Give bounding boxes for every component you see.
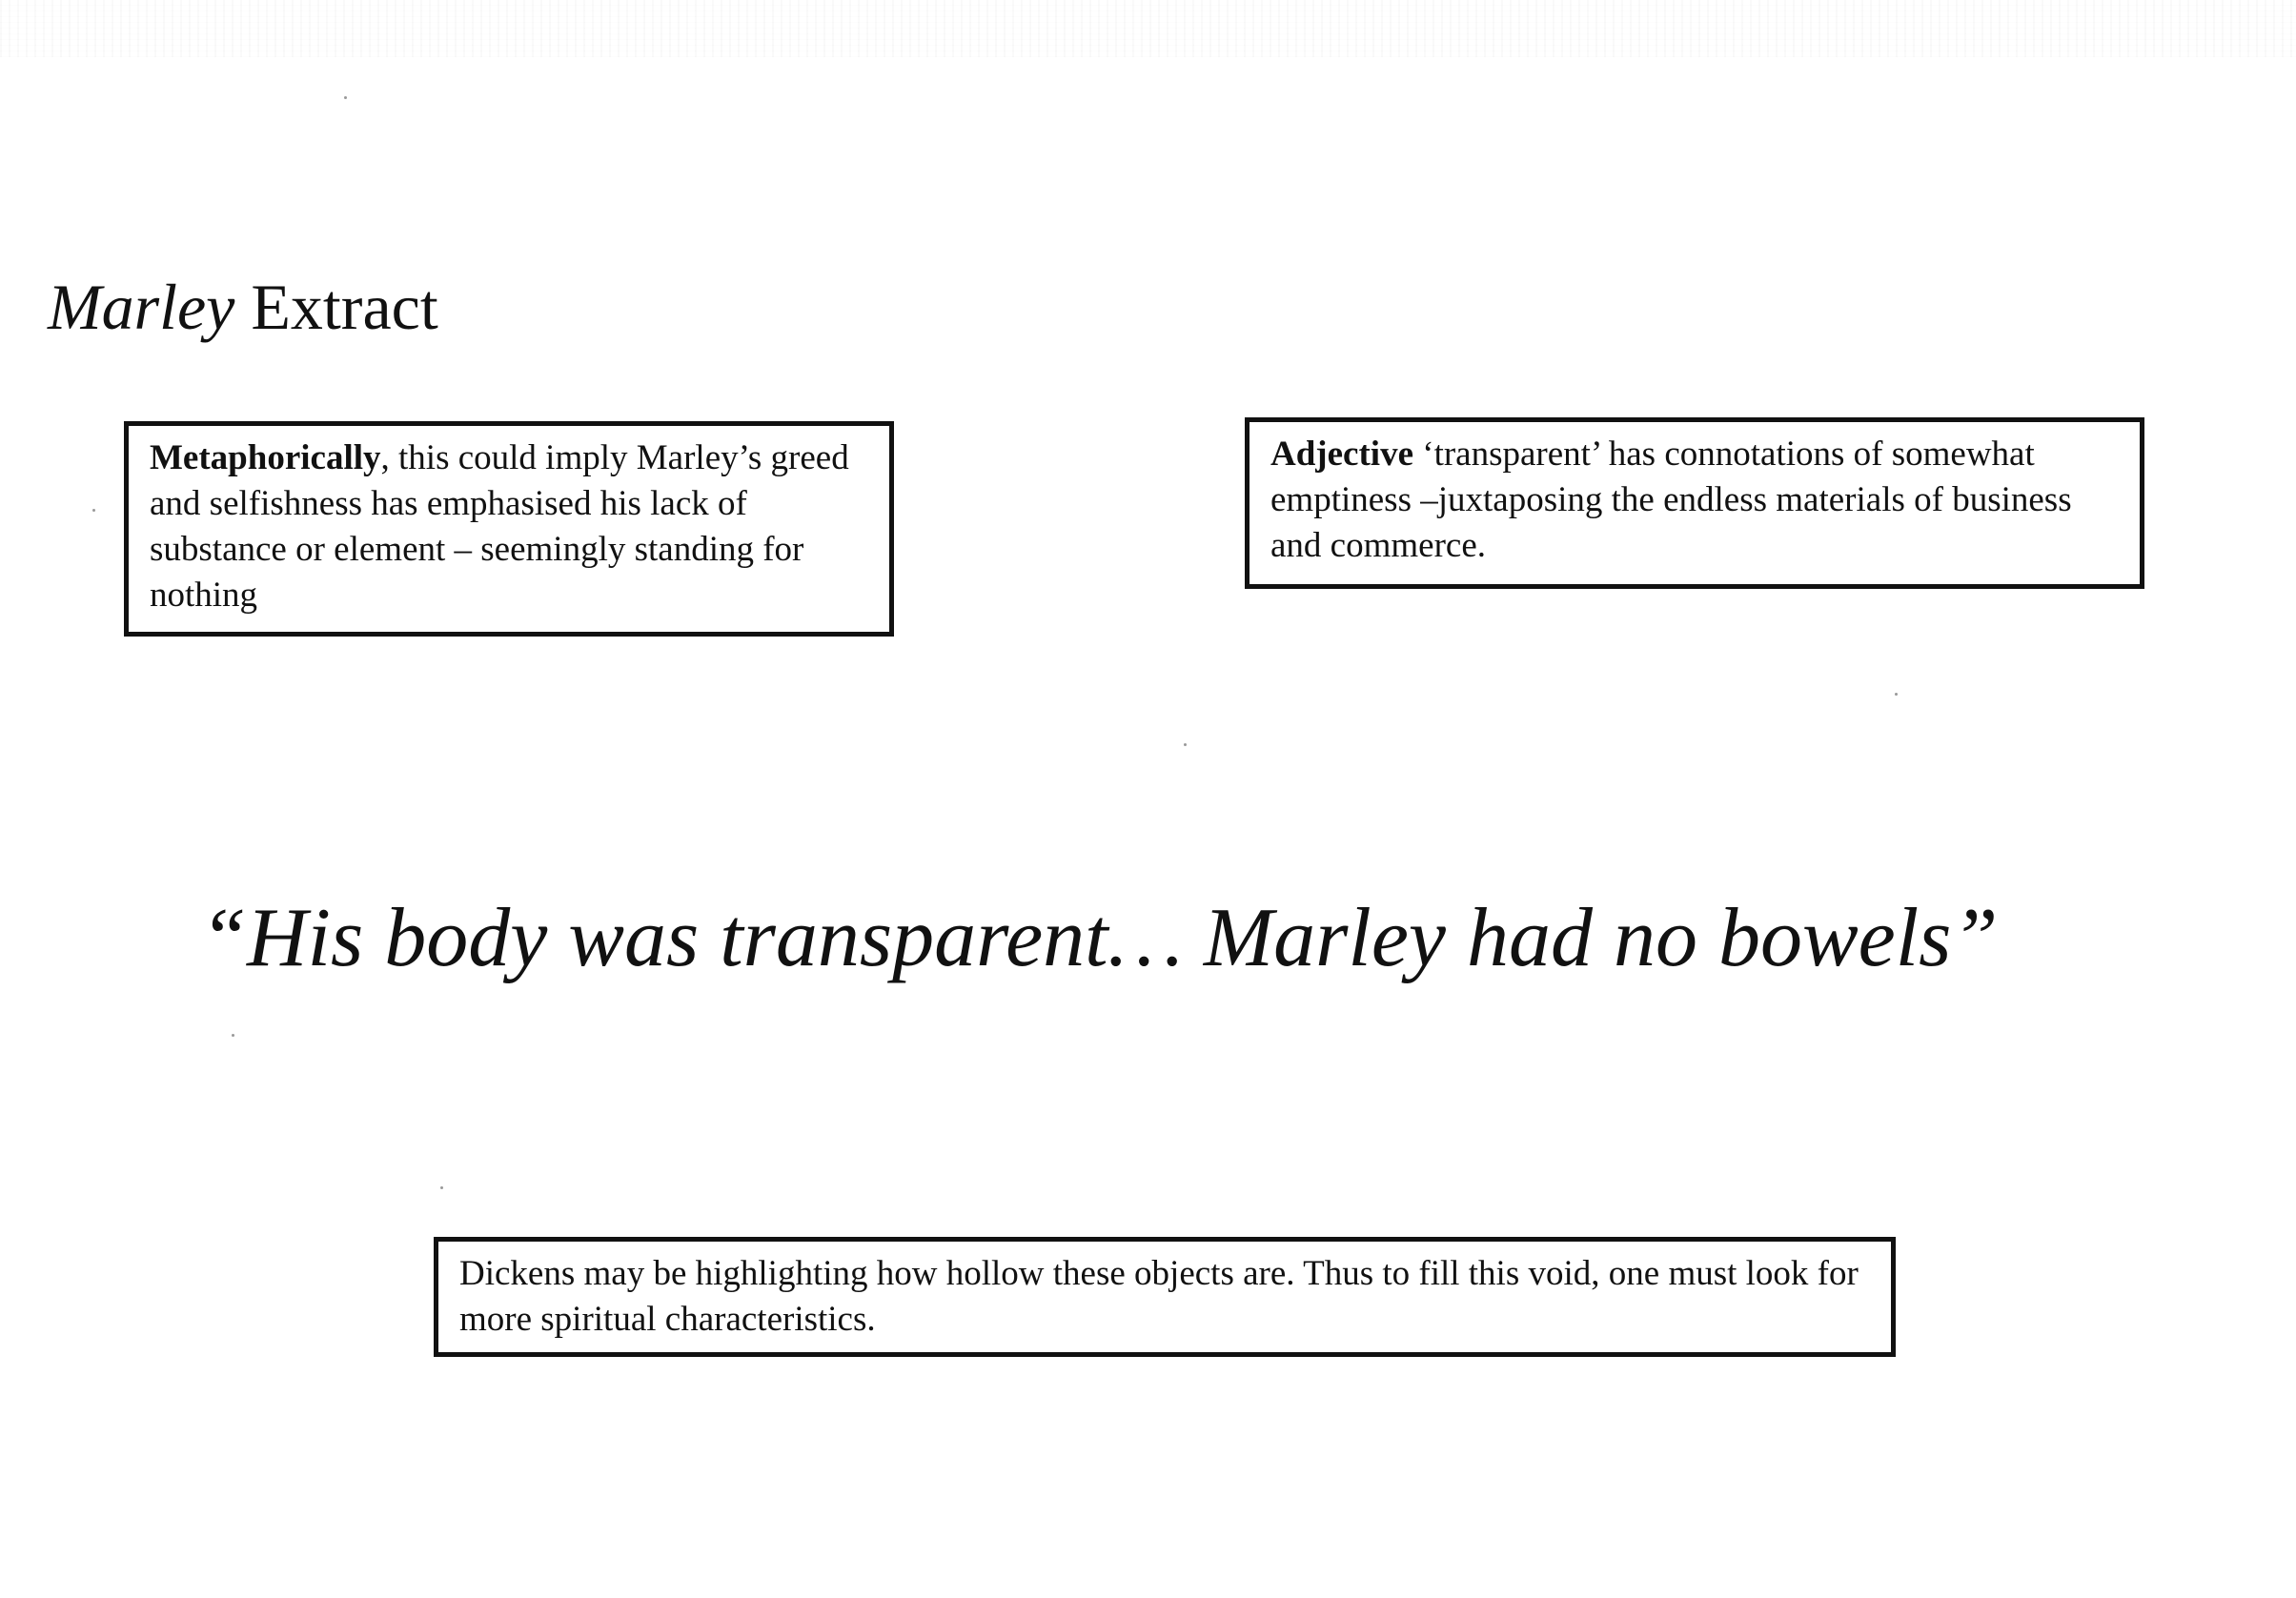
annotation-text: , this could imply Marley’s greed and selfishness has emphasised his lack of substance or element – seemingly standing for nothing [150,438,849,615]
annotation-text: Dickens may be highlighting how hollow these objects are. Thus to fill this void, one must look for more spiritual characteristics. [459,1254,1859,1339]
annotation-bold-lead: Metaphorically [150,438,381,477]
annotation-text: ‘transparent’ has connotations of somewhat emptiness –juxtaposing the endless materials of business and commerce. [1270,435,2072,565]
scan-speck [344,96,347,99]
scan-noise [0,0,2296,57]
central-quote: “His body was transparent… Marley had no bowels” [200,892,1999,984]
annotation-box-adjective [1245,417,2144,589]
scan-speck [92,509,95,512]
document-title [48,269,438,345]
title-rest: Extract [234,271,438,343]
scan-speck [440,1186,443,1189]
scan-speck [1184,743,1187,746]
annotation-bold-lead: Adjective [1270,435,1413,474]
annotation-box-metaphorically [124,421,894,637]
title-italic-part: Marley [48,271,235,343]
scan-speck [232,1034,234,1037]
scan-speck [1895,693,1898,696]
annotation-box-dickens [434,1237,1896,1357]
